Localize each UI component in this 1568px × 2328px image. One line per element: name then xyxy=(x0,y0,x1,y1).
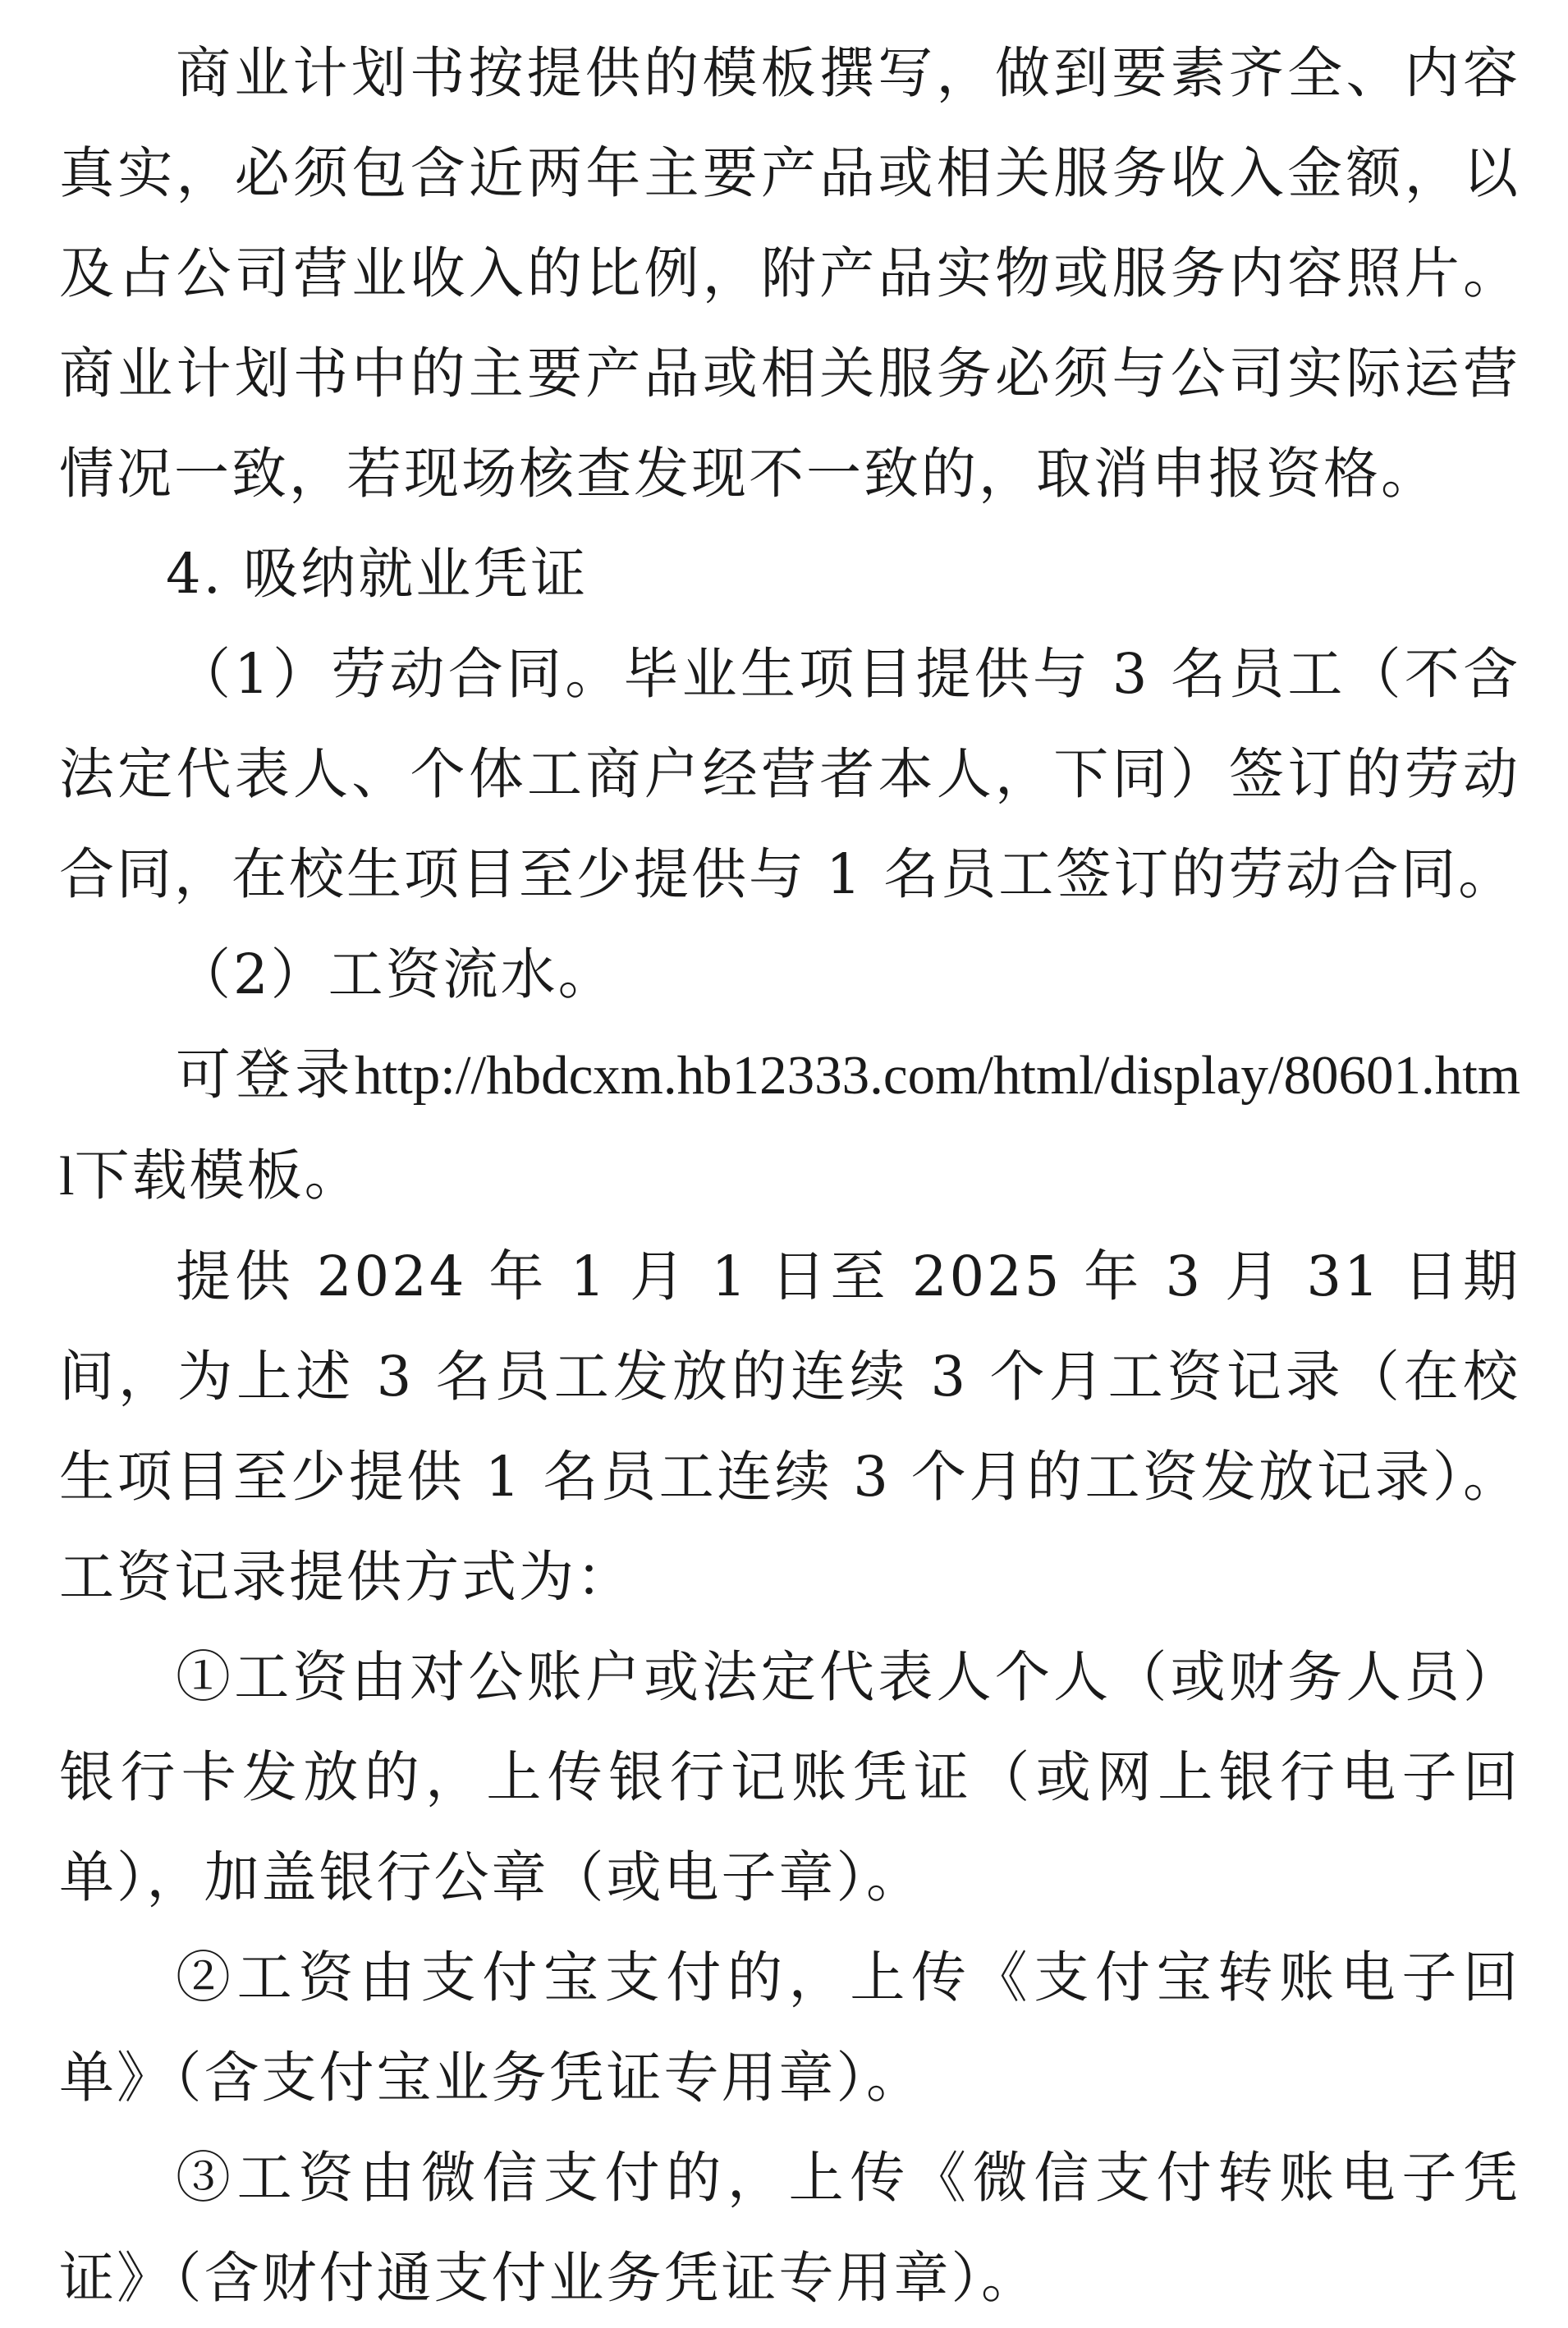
paragraph-salary-period: 提供 2024 年 1 月 1 日至 2025 年 3 月 31 日期间，为上述 3 名员工发放的连续 3 个月工资记录（在校生项目至少提供 1 名员工连续 3 个月的工资发放记录）。工资记录提供方式为： xyxy=(59,1244,1520,1609)
template-download-link[interactable]: http://hbdcxm.hb12333.com/html/display/80601.html xyxy=(59,1045,1520,1207)
list-item-wechat: ③工资由微信支付的，上传《微信支付转账电子凭证》（含财付通支付业务凭证专用章）。 xyxy=(59,2146,1520,2310)
download-prefix: 可登录 xyxy=(176,1043,355,1107)
paragraph-download-template xyxy=(59,1024,1520,1226)
paragraph-salary-title: （2）工资流水。 xyxy=(176,942,616,1006)
paragraph-labor-contract: （1）劳动合同。毕业生项目提供与 3 名员工（不含法定代表人、个体工商户经营者本人，下同）签订的劳动合同，在校生项目至少提供与 1 名员工签订的劳动合同。 xyxy=(59,642,1520,906)
section-heading-employment-proof: 4. 吸纳就业凭证 xyxy=(166,542,589,606)
list-item-bank-card: ①工资由对公账户或法定代表人个人（或财务人员）银行卡发放的，上传银行记账凭证（或网上银行电子回单），加盖银行公章（或电子章）。 xyxy=(59,1645,1520,1909)
paragraph-business-plan: 商业计划书按提供的模板撰写，做到要素齐全、内容真实，必须包含近两年主要产品或相关服务收入金额，以及占公司营业收入的比例，附产品实物或服务内容照片。商业计划书中的主要产品或相关服务必须与公司实际运营情况一致，若现场核查发现不一致的，取消申报资格。 xyxy=(59,41,1520,506)
document-body xyxy=(59,23,1520,2328)
download-suffix: 下载模板。 xyxy=(74,1143,362,1208)
list-item-alipay: ②工资由支付宝支付的，上传《支付宝转账电子回单》（含支付宝业务凭证专用章）。 xyxy=(59,1945,1520,2110)
